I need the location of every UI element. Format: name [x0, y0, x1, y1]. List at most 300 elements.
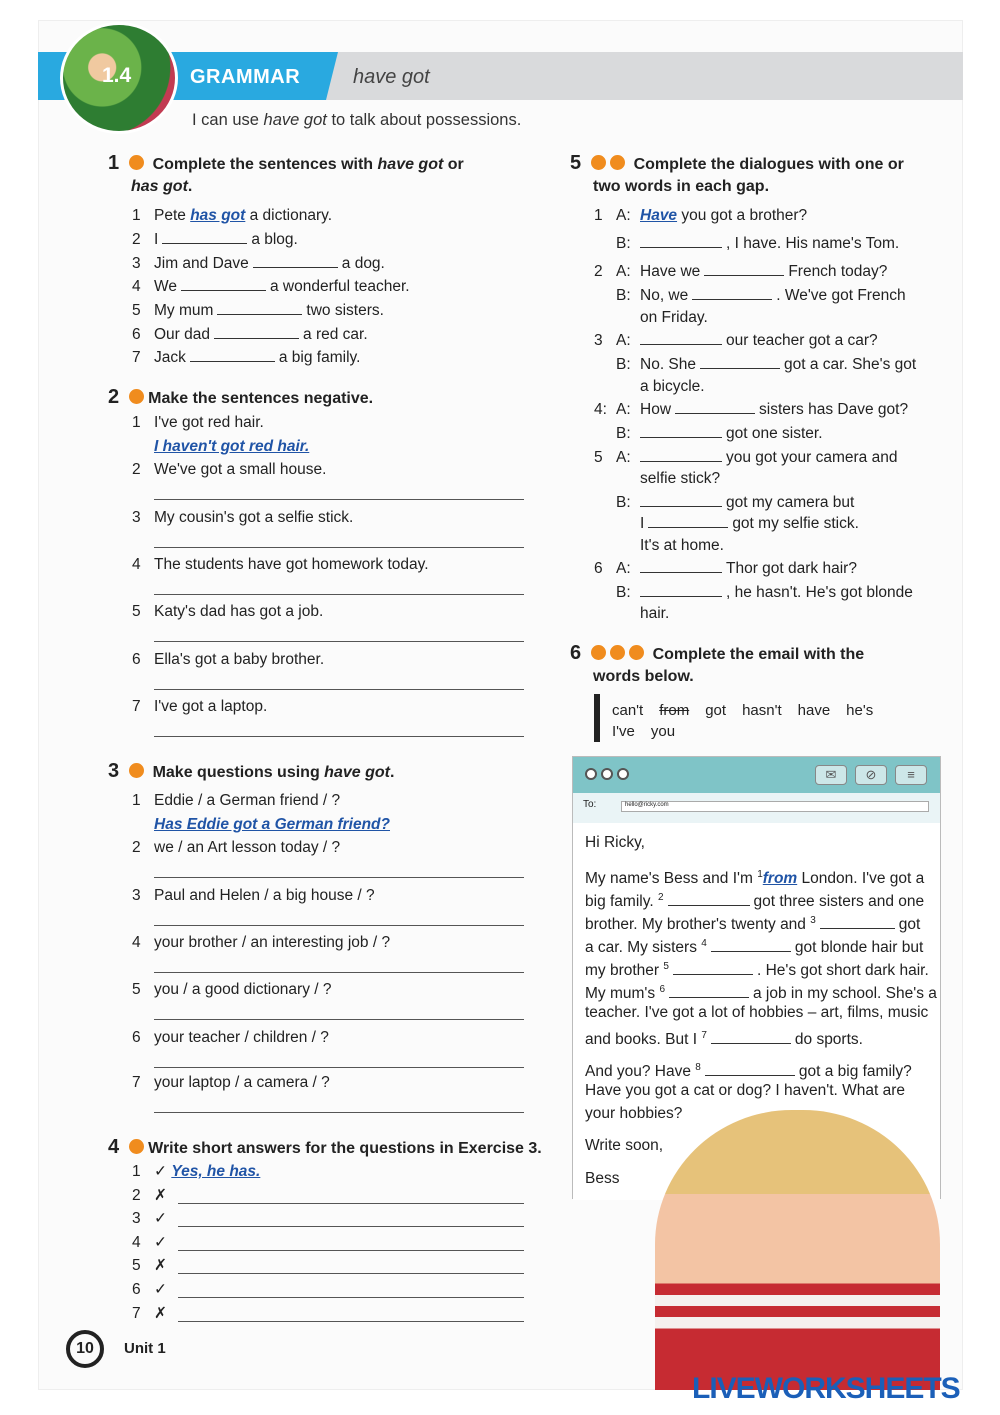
item-number: 1: [132, 414, 141, 431]
answer-line[interactable]: [154, 1067, 524, 1068]
dialogue-text: It's at home.: [640, 537, 724, 554]
exercise-4-heading: 4 Write short answers for the questions in Exercise 3.: [108, 1136, 542, 1158]
difficulty-dot-icon: [129, 155, 144, 170]
speaker-label: [616, 206, 631, 226]
answer-gap[interactable]: [214, 325, 299, 339]
dialogue-text: , he hasn't. He's got blonde: [726, 584, 913, 601]
answer-line[interactable]: [154, 736, 524, 737]
exercise-3-item: [132, 886, 375, 906]
dialogue-line: [640, 331, 878, 351]
answer-gap[interactable]: [640, 583, 722, 597]
dialogue-line: [640, 400, 908, 420]
email-toolbar: [573, 757, 940, 793]
word-option: from: [659, 702, 690, 719]
email-line: [585, 1026, 863, 1050]
email-text: Write soon,: [585, 1137, 664, 1154]
item-number: 3: [132, 887, 141, 904]
exercise-3-item: [132, 1028, 329, 1048]
exercise-2-item: [132, 697, 267, 717]
item-text: Our dad: [154, 326, 211, 343]
exercise-4-item: [132, 1304, 167, 1324]
item-text: Jack: [154, 349, 186, 366]
speaker: A:: [616, 560, 631, 577]
dialogue-text: got my camera but: [726, 494, 855, 511]
email-text: Have you got a cat or dog? I haven't. What are: [585, 1082, 906, 1099]
dialogue-text: Have we: [640, 263, 701, 280]
item-prompt: Eddie / a German friend / ?: [154, 792, 341, 809]
speaker: B:: [616, 287, 631, 304]
answer-gap[interactable]: [640, 559, 722, 573]
answer-line[interactable]: [154, 499, 524, 500]
item-number: 3: [594, 332, 603, 349]
item-sentence: I've got red hair.: [154, 414, 264, 431]
example-answer: Have: [640, 207, 678, 224]
speaker: A:: [616, 263, 631, 280]
dialogue-text: , I have. His name's Tom.: [726, 235, 900, 252]
email-text: do sports.: [794, 1031, 863, 1049]
item-text: Pete: [154, 207, 191, 224]
dialogue-line: [640, 604, 669, 624]
answer-line[interactable]: [154, 1112, 524, 1113]
exercise-3-item: [132, 933, 390, 953]
speaker-label: [616, 424, 631, 444]
answer-gap[interactable]: [711, 1030, 791, 1044]
dialogue-number: [594, 400, 607, 420]
answer-line[interactable]: [178, 1297, 524, 1298]
exercise-3-item: [132, 1073, 330, 1093]
exercise-1-item: [132, 348, 360, 368]
dialogue-line: [640, 469, 720, 489]
dialogue-text: sisters has Dave got?: [759, 401, 909, 418]
email-text: a car. My sisters: [585, 939, 702, 957]
answer-line[interactable]: [154, 1019, 524, 1020]
answer-gap[interactable]: [162, 230, 247, 244]
example-answer: [154, 815, 390, 835]
exercise-2-item: [132, 413, 264, 433]
item-number: 2: [132, 1187, 141, 1204]
email-line: [585, 833, 645, 853]
item-text: I: [154, 231, 159, 248]
email-line: [585, 1104, 682, 1124]
example-answer: has got: [190, 207, 246, 224]
item-sentence: My cousin's got a selfie stick.: [154, 509, 354, 526]
email-text: London. I've got a: [797, 870, 925, 888]
check-icon: ✓: [154, 1210, 167, 1227]
item-number: 1: [594, 207, 603, 224]
speaker: A:: [616, 449, 631, 466]
email-text: teacher. I've got a lot of hobbies – art, films, music: [585, 1004, 929, 1021]
item-prompt: your brother / an interesting job / ?: [154, 934, 391, 951]
item-prompt: we / an Art lesson today / ?: [154, 839, 341, 856]
menu-icon[interactable]: ≡: [895, 765, 927, 785]
difficulty-dot-icon: [129, 763, 144, 778]
dialogue-line: [640, 206, 807, 226]
dialogue-text: No. She: [640, 356, 697, 373]
item-number: 1: [132, 1163, 141, 1180]
exercise-1-item: [132, 254, 385, 274]
item-text: a dog.: [341, 255, 385, 272]
speaker-label: [616, 355, 631, 375]
speaker: A:: [616, 401, 631, 418]
exercise-1-item: [132, 277, 410, 297]
email-text: And you? Have: [585, 1063, 696, 1081]
item-number: 2: [132, 231, 141, 248]
answer-line[interactable]: [154, 547, 524, 548]
word-box: [612, 700, 889, 742]
item-sentence: Katy's dad has got a job.: [154, 603, 324, 620]
item-number: 5: [132, 981, 141, 998]
item-number: 7: [132, 698, 141, 715]
dialogue-line: [640, 377, 705, 397]
exercise-6-heading: 6 Complete the email with the words below.: [570, 642, 865, 685]
answer-gap[interactable]: [700, 355, 780, 369]
difficulty-dot-icon: [591, 645, 606, 660]
check-icon: ✓: [154, 1163, 167, 1180]
dialogue-number: [594, 331, 603, 351]
dialogue-line: [640, 262, 887, 282]
check-icon: ✓: [154, 1281, 167, 1298]
word-option: hasn't: [742, 702, 782, 719]
exercise-1-heading: 1 Complete the sentences with have got or has got.: [108, 152, 464, 195]
answer-line[interactable]: [178, 1273, 524, 1274]
item-text: a dictionary.: [245, 207, 333, 224]
cross-icon: ✗: [154, 1305, 167, 1322]
answer-line[interactable]: [154, 972, 524, 973]
answer-line[interactable]: [154, 689, 524, 690]
speaker-label: [616, 234, 631, 254]
answer-line[interactable]: [178, 1250, 524, 1251]
item-text: We: [154, 278, 177, 295]
item-text: a blog.: [251, 231, 298, 248]
answer-gap[interactable]: [217, 301, 302, 315]
speaker: B:: [616, 494, 631, 511]
speaker-label: [616, 331, 631, 351]
item-text: Jim and Dave: [154, 255, 249, 272]
exercise-2-item: [132, 602, 323, 622]
dialogue-text: on Friday.: [640, 309, 708, 326]
answer-gap[interactable]: [820, 915, 895, 929]
email-text: My name's Bess and I'm: [585, 870, 758, 888]
speaker-label: [616, 262, 631, 282]
item-number: 5: [132, 1257, 141, 1274]
email-text: . He's got short dark hair.: [756, 962, 929, 980]
exercise-3-heading: 3 Make questions using have got.: [108, 760, 395, 782]
exercise-4-item: [132, 1233, 167, 1253]
item-number: 6: [132, 326, 141, 343]
email-text: Bess: [585, 1170, 620, 1187]
difficulty-dot-icon: [610, 645, 625, 660]
item-number: 3: [132, 1210, 141, 1227]
item-number: 4: [132, 1234, 141, 1251]
answer-gap[interactable]: [669, 984, 749, 998]
dialogue-line: [640, 536, 724, 556]
dialogue-line: [640, 308, 708, 328]
answer-gap[interactable]: [704, 262, 784, 276]
item-number: 3: [132, 509, 141, 526]
girl-photo: [655, 1110, 940, 1390]
email-text: got a big family?: [798, 1063, 912, 1081]
dialogue-text: No, we: [640, 287, 689, 304]
exercise-2-item: [132, 508, 353, 528]
exercise-2-item: [132, 460, 326, 480]
example-answer: [154, 437, 309, 457]
word-box-bar: [594, 694, 600, 742]
item-text: two sisters.: [306, 302, 384, 319]
exercise-4-item: [132, 1209, 167, 1229]
cross-icon: ✗: [154, 1257, 167, 1274]
example-answer: Yes, he has.: [171, 1163, 261, 1180]
item-number: 4: [132, 278, 141, 295]
item-number: 4: [132, 556, 141, 573]
exercise-4-item: [132, 1162, 260, 1182]
difficulty-dot-icon: [610, 155, 625, 170]
email-line: [585, 1081, 905, 1101]
item-number: 6: [132, 1029, 141, 1046]
exercise-1-item: [132, 325, 368, 345]
dialogue-line: [640, 514, 859, 534]
section-title: GRAMMAR: [190, 66, 301, 88]
answer-gap[interactable]: [640, 234, 722, 248]
gap-number: 6: [659, 984, 665, 995]
item-number: 2: [132, 461, 141, 478]
dialogue-number: [594, 448, 603, 468]
dialogue-number: [594, 559, 603, 579]
dialogue-text: got one sister.: [726, 425, 823, 442]
answer-line[interactable]: [154, 925, 524, 926]
lesson-number: 1.4: [102, 64, 132, 87]
dialogue-text: you got your camera and: [726, 449, 898, 466]
answer-line[interactable]: [154, 641, 524, 642]
answer-gap[interactable]: [181, 277, 266, 291]
dialogue-number: [594, 262, 603, 282]
dialogue-text: hair.: [640, 605, 670, 622]
answer-gap[interactable]: [711, 938, 791, 952]
email-text: brother. My brother's twenty and: [585, 916, 811, 934]
dialogue-text: a bicycle.: [640, 378, 705, 395]
word-option: can't: [612, 702, 644, 719]
difficulty-dot-icon: [129, 389, 144, 404]
dialogue-text: selfie stick?: [640, 470, 721, 487]
dialogue-line: [640, 424, 823, 444]
exercise-2-heading: 2 Make the sentences negative.: [108, 386, 374, 408]
word-option: have: [797, 702, 831, 719]
dialogue-line: [640, 448, 897, 468]
unit-label: Unit 1: [124, 1340, 166, 1357]
item-sentence: We've got a small house.: [154, 461, 327, 478]
item-number: 5: [594, 449, 603, 466]
lesson-objective: I can use have got to talk about possessions.: [192, 111, 522, 129]
item-number: 6: [132, 651, 141, 668]
email-text: and books. But I: [585, 1031, 702, 1049]
difficulty-dot-icon: [591, 155, 606, 170]
page-number: 10: [66, 1330, 104, 1368]
gap-number: 8: [695, 1062, 701, 1073]
word-option: got: [705, 702, 727, 719]
email-line: [585, 1058, 912, 1082]
speaker: A:: [616, 332, 631, 349]
dialogue-text: Thor got dark hair?: [726, 560, 857, 577]
word-option: you: [650, 723, 676, 740]
example-answer-text: I haven't got red hair.: [154, 438, 310, 455]
speaker: B:: [616, 425, 631, 442]
speaker: B:: [616, 356, 631, 373]
exercise-4-item: [132, 1256, 167, 1276]
gap-number: 2: [657, 892, 664, 903]
answer-gap[interactable]: [640, 493, 722, 507]
attachment-icon[interactable]: ⊘: [855, 765, 887, 785]
answer-gap[interactable]: [640, 331, 722, 345]
item-text: a red car.: [303, 326, 368, 343]
gap-number: 1: [757, 869, 763, 880]
email-text: my brother: [585, 962, 664, 980]
item-number: 6: [594, 560, 603, 577]
email-text: got: [898, 916, 921, 934]
maximize-icon[interactable]: [601, 768, 613, 780]
email-line: [585, 980, 937, 1004]
answer-line[interactable]: [178, 1226, 524, 1227]
speaker-label: [616, 493, 631, 513]
email-text: Hi Ricky,: [585, 834, 645, 851]
item-number: 4:: [594, 401, 607, 418]
word-option: I've: [612, 723, 635, 740]
exercise-2-item: [132, 650, 324, 670]
item-text: My mum: [154, 302, 214, 319]
dialogue-number: [594, 206, 603, 226]
exercise-2-item: [132, 555, 429, 575]
item-number: 4: [132, 934, 141, 951]
example-answer-text: Has Eddie got a German friend?: [154, 816, 390, 833]
dialogue-text: I: [640, 515, 645, 532]
item-number: 2: [132, 839, 141, 856]
answer-gap[interactable]: [648, 514, 728, 528]
answer-gap[interactable]: [692, 286, 772, 300]
email-line: [585, 888, 924, 912]
exercise-4-item: [132, 1280, 167, 1300]
email-to-label: To:: [583, 799, 597, 810]
exercise-4-item: [132, 1186, 167, 1206]
speaker-label: [616, 286, 631, 306]
dialogue-line: [640, 286, 906, 306]
item-sentence: The students have got homework today.: [154, 556, 429, 573]
difficulty-dot-icon: [629, 645, 644, 660]
cross-icon: ✗: [154, 1187, 167, 1204]
answer-gap[interactable]: [190, 348, 275, 362]
lesson-topic: have got: [353, 66, 430, 88]
difficulty-dot-icon: [129, 1139, 144, 1154]
answer-line[interactable]: [154, 877, 524, 878]
item-number: 6: [132, 1281, 141, 1298]
item-number: 5: [132, 302, 141, 319]
answer-gap[interactable]: [640, 424, 722, 438]
email-line: [585, 1003, 928, 1023]
example-answer: from: [762, 870, 798, 888]
speaker-label: [616, 400, 631, 420]
item-sentence: I've got a laptop.: [154, 698, 268, 715]
dialogue-text: got my selfie stick.: [732, 515, 859, 532]
exercise-5-heading: 5 Complete the dialogues with one or two words in each gap.: [570, 152, 904, 195]
dialogue-line: [640, 583, 913, 603]
answer-line[interactable]: [154, 594, 524, 595]
item-number: 2: [594, 263, 603, 280]
email-line: [585, 865, 924, 889]
email-line: [585, 957, 929, 981]
dialogue-text: . We've got French: [776, 287, 906, 304]
dialogue-text: French today?: [788, 263, 888, 280]
exercise-3-item: [132, 980, 332, 1000]
speaker-label: [616, 448, 631, 468]
gap-number: 3: [810, 915, 816, 926]
dialogue-line: [640, 355, 916, 375]
answer-gap[interactable]: [705, 1062, 795, 1076]
close-icon[interactable]: [585, 768, 597, 780]
speaker: B:: [616, 235, 631, 252]
item-number: 5: [132, 603, 141, 620]
word-option: he's: [846, 702, 874, 719]
item-number: 7: [132, 1074, 141, 1091]
item-text: a big family.: [278, 349, 361, 366]
speaker-label: [616, 583, 631, 603]
exercise-1-item: [132, 206, 332, 226]
dialogue-text: How: [640, 401, 672, 418]
email-line: [585, 934, 923, 958]
answer-gap[interactable]: [640, 448, 722, 462]
answer-gap[interactable]: [673, 961, 753, 975]
item-number: 1: [132, 792, 141, 809]
dialogue-text: you got a brother?: [677, 207, 808, 224]
exercise-1-item: [132, 301, 384, 321]
item-number: 7: [132, 1305, 141, 1322]
liveworksheets-logo: LIVEWORKSHEETS: [692, 1372, 960, 1405]
answer-line[interactable]: [178, 1321, 524, 1322]
dialogue-text: our teacher got a car?: [726, 332, 878, 349]
answer-gap[interactable]: [253, 254, 338, 268]
item-number: 7: [132, 349, 141, 366]
exercise-1-item: [132, 230, 298, 250]
email-text: My mum's: [585, 985, 660, 1003]
gap-number: 7: [701, 1030, 707, 1041]
email-text: got three sisters and one: [753, 893, 925, 911]
item-number: 1: [132, 207, 141, 224]
answer-line[interactable]: [178, 1203, 524, 1204]
speaker: A:: [616, 207, 631, 224]
email-to-field[interactable]: hello@ricky.com: [621, 801, 929, 812]
item-number: 3: [132, 255, 141, 272]
answer-gap[interactable]: [675, 400, 755, 414]
item-text: a wonderful teacher.: [269, 278, 410, 295]
email-text: a job in my school. She's a: [753, 985, 937, 1003]
gap-number: 5: [663, 961, 669, 972]
item-prompt: your laptop / a camera / ?: [154, 1074, 330, 1091]
mail-icon[interactable]: ✉: [815, 765, 847, 785]
check-icon: ✓: [154, 1234, 167, 1251]
item-prompt: Paul and Helen / a big house / ?: [154, 887, 375, 904]
dialogue-line: [640, 234, 899, 254]
minimize-icon[interactable]: [617, 768, 629, 780]
dialogue-line: [640, 493, 854, 513]
exercise-3-item: [132, 791, 340, 811]
speaker-label: [616, 559, 631, 579]
exercise-3-item: [132, 838, 340, 858]
item-prompt: you / a good dictionary / ?: [154, 981, 332, 998]
email-line: [585, 1136, 663, 1156]
email-text: got blonde hair but: [794, 939, 924, 957]
gap-number: 4: [701, 938, 707, 949]
dialogue-line: [640, 559, 857, 579]
email-text: big family.: [585, 893, 658, 911]
item-prompt: your teacher / children / ?: [154, 1029, 329, 1046]
answer-gap[interactable]: [668, 892, 750, 906]
speaker: B:: [616, 584, 631, 601]
